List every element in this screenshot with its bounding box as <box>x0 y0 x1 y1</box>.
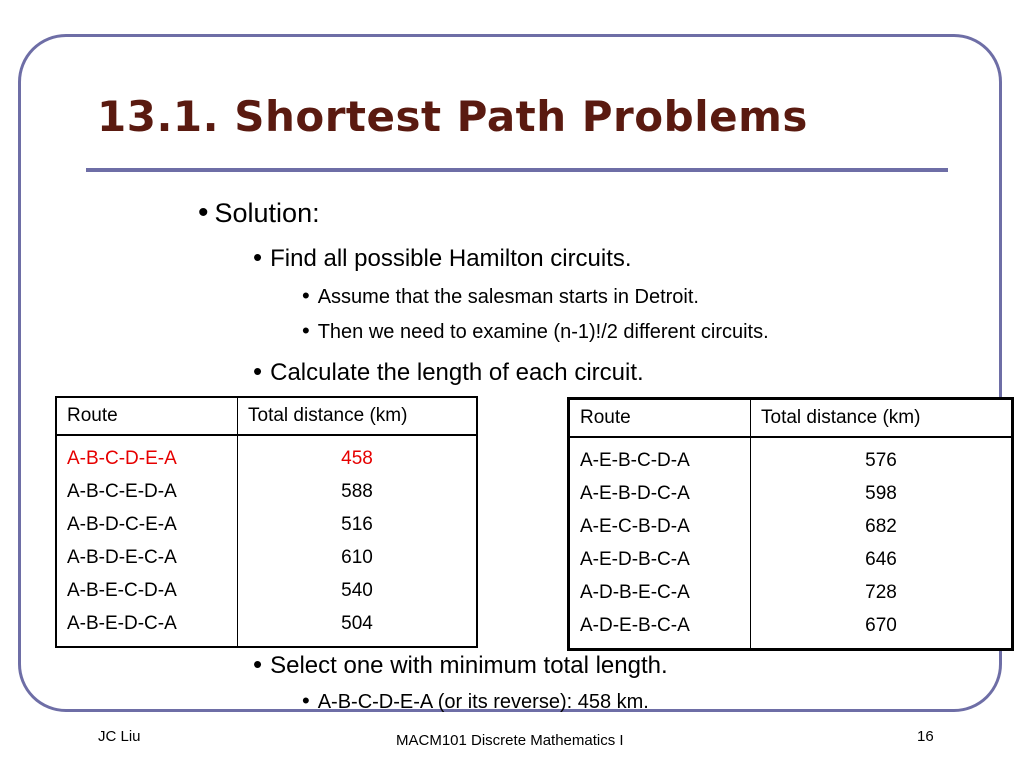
distance-cell: 576 <box>865 449 897 471</box>
bullet-dot-icon: • <box>253 649 263 679</box>
routes-table-right <box>567 397 1014 651</box>
bullet-text: Select one with minimum total length. <box>270 652 668 679</box>
route-cell: A-B-C-D-E-A <box>56 435 238 475</box>
route-cell: A-E-D-B-C-A <box>569 543 751 576</box>
footer-course: MACM101 Discrete Mathematics I <box>396 732 624 749</box>
title-divider <box>86 168 948 172</box>
column-header-distance: Total distance (km) <box>238 397 478 435</box>
route-cell: A-B-D-C-E-A <box>56 508 238 541</box>
table-header-row <box>56 397 477 435</box>
route-cell: A-B-E-C-D-A <box>56 574 238 607</box>
bullet-dot-icon: • <box>302 318 310 343</box>
route-cell: A-B-E-D-C-A <box>56 607 238 647</box>
bullet-text: Find all possible Hamilton circuits. <box>270 245 632 272</box>
table-row <box>56 574 477 607</box>
bullet-dot-icon: • <box>302 283 310 308</box>
distance-cell: 588 <box>341 480 373 502</box>
table-row <box>56 508 477 541</box>
column-header-route: Route <box>56 397 238 435</box>
distance-cell: 682 <box>865 515 897 537</box>
bullet-assume-start <box>302 283 699 309</box>
table-row <box>569 609 1013 650</box>
bullet-solution <box>198 196 320 230</box>
bullet-dot-icon: • <box>198 196 209 229</box>
bullet-text: Then we need to examine (n-1)!/2 different circuits. <box>317 321 769 343</box>
distance-cell: 610 <box>341 546 373 568</box>
bullet-calculate <box>253 356 644 387</box>
bullet-examine <box>302 318 769 344</box>
route-cell: A-B-C-E-D-A <box>56 475 238 508</box>
table-row <box>569 477 1013 510</box>
route-cell: A-D-E-B-C-A <box>569 609 751 650</box>
distance-cell: 646 <box>865 548 897 570</box>
footer-page-number: 16 <box>917 728 934 745</box>
route-cell: A-E-C-B-D-A <box>569 510 751 543</box>
route-cell: A-D-B-E-C-A <box>569 576 751 609</box>
table-row <box>56 607 477 647</box>
table-row <box>569 543 1013 576</box>
routes-table-left <box>55 396 478 648</box>
route-cell: A-E-B-C-D-A <box>569 437 751 477</box>
bullet-text: Assume that the salesman starts in Detroit. <box>317 286 699 308</box>
distance-cell: 670 <box>865 614 897 636</box>
table-row <box>56 475 477 508</box>
bullet-dot-icon: • <box>253 242 263 272</box>
bullet-select <box>253 649 668 680</box>
table-row <box>569 437 1013 477</box>
distance-cell: 728 <box>865 581 897 603</box>
distance-cell: 516 <box>341 513 373 535</box>
bullet-text: A-B-C-D-E-A (or its reverse): 458 km. <box>317 691 649 713</box>
distance-cell: 540 <box>341 579 373 601</box>
column-header-route: Route <box>569 399 751 438</box>
bullet-text: Solution: <box>214 198 320 228</box>
distance-cell: 598 <box>865 482 897 504</box>
distance-cell: 504 <box>341 612 373 634</box>
column-header-distance: Total distance (km) <box>751 399 1013 438</box>
table-header-row <box>569 399 1013 438</box>
bullet-answer <box>302 688 649 714</box>
distance-cell: 458 <box>341 447 373 469</box>
table-row <box>569 510 1013 543</box>
footer-author: JC Liu <box>98 728 141 745</box>
route-cell: A-E-B-D-C-A <box>569 477 751 510</box>
table-row <box>56 541 477 574</box>
table-row <box>56 435 477 475</box>
table-row <box>569 576 1013 609</box>
route-cell: A-B-D-E-C-A <box>56 541 238 574</box>
slide-title: 13.1. Shortest Path Problems <box>97 92 808 141</box>
bullet-dot-icon: • <box>302 688 310 713</box>
bullet-dot-icon: • <box>253 356 263 386</box>
bullet-find-circuits <box>253 242 632 273</box>
bullet-text: Calculate the length of each circuit. <box>270 359 644 386</box>
